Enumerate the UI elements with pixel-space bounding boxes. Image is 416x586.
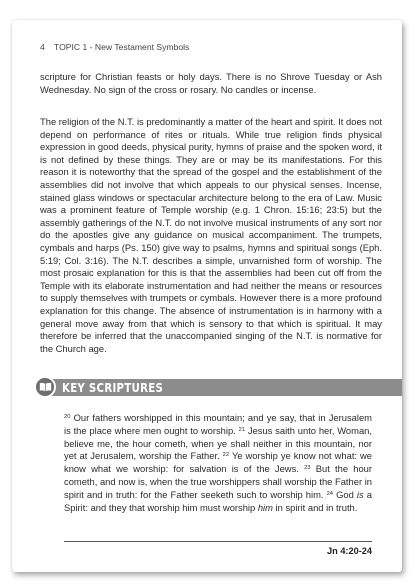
open-book-icon (34, 376, 56, 398)
verse-number: 23 (304, 465, 311, 472)
verse-text: a Spirit: and they that worship him must worship (64, 488, 372, 513)
verse-text: Ye worship ye know not what: we know what we worship: for salvation is of the Jews. (64, 450, 373, 475)
verse-text-italic: him (257, 501, 273, 513)
verse-text: in spirit and in truth. (272, 501, 358, 513)
running-header (40, 42, 189, 52)
running-title: TOPIC 1 - New Testament Symbols (54, 42, 190, 52)
verse-text: God (336, 488, 357, 500)
key-scriptures-banner (34, 378, 402, 397)
verse-text: Our fathers worshipped in this mountain; and ye say, that in Jerusalem is the place where men ought to worship. (64, 412, 372, 436)
body-paragraph-2: The religion of the N.T. is predominantly a matter of the heart and spirit. It does not depend on performance of rites or rituals. While true religion finds physical expression in good deeds, physical purity, hymns of praise and the spoken word, it is not defined by these things. They are or may be its manifestations. For this reason it is noteworthy that the spread of the gospel and the establishment of the assemblies did not involve that which appeals to our physical senses. Incense, stained glass windows or spectacular architecture belong to the era of Law. Music was a prominent feature of Temple worship (e.g. 1 Chron. 15:16; 23:5) but the assembly gatherings of the N.T. do not involve musical instruments of any sort nor do the apostles give any guidance on musical accompaniment. The trumpets, cymbals and harps (Ps. 150) give way to psalms, hymns and spiritual songs (Eph. 5:19; Col. 3:16). The N.T. describes a simple, unvarnished form of worship. The most prosaic explanation for this is that the assemblies had been cut off from the Temple with its elaborate instrumentation and had neither the means or resources to supply themselves with trumpets or cymbals. However there is a more profound explanation for this change. The absence of instrumentation is in harmony with a general move away from that which is sensory to that which is spiritual. It may therefore be inferred that the unaccompanied singing of the N.T. is normative for the Church age. (40, 116, 382, 354)
book-page (12, 20, 402, 572)
verse-number: 21 (238, 426, 246, 433)
verse-text-italic: is (356, 488, 364, 500)
verse-number: 22 (222, 452, 230, 459)
body-paragraph-1: scripture for Christian feasts or holy days. There is no Shrove Tuesday or Ash Wednesday. No sign of the cross or rosary. No candles or incense. (40, 71, 382, 95)
verse-text: Jesus saith unto her, Woman, believe me, the hour cometh, when ye shall neither in this mountain, nor yet at Jerusalem, worship the Father. (64, 424, 372, 462)
key-scriptures-heading: KEY SCRIPTURES (62, 380, 164, 395)
reference-divider (64, 541, 372, 542)
verse-number: 24 (326, 490, 334, 497)
scripture-passage (64, 412, 372, 514)
scripture-reference: Jn 4:20-24 (327, 546, 372, 556)
verse-number: 20 (64, 414, 71, 420)
page-number: 4 (40, 42, 45, 52)
verse-text: But the hour cometh, and now is, when the true worshippers shall worship the Father in spirit and in truth: for the Father seeketh such to worship him. (64, 463, 372, 500)
